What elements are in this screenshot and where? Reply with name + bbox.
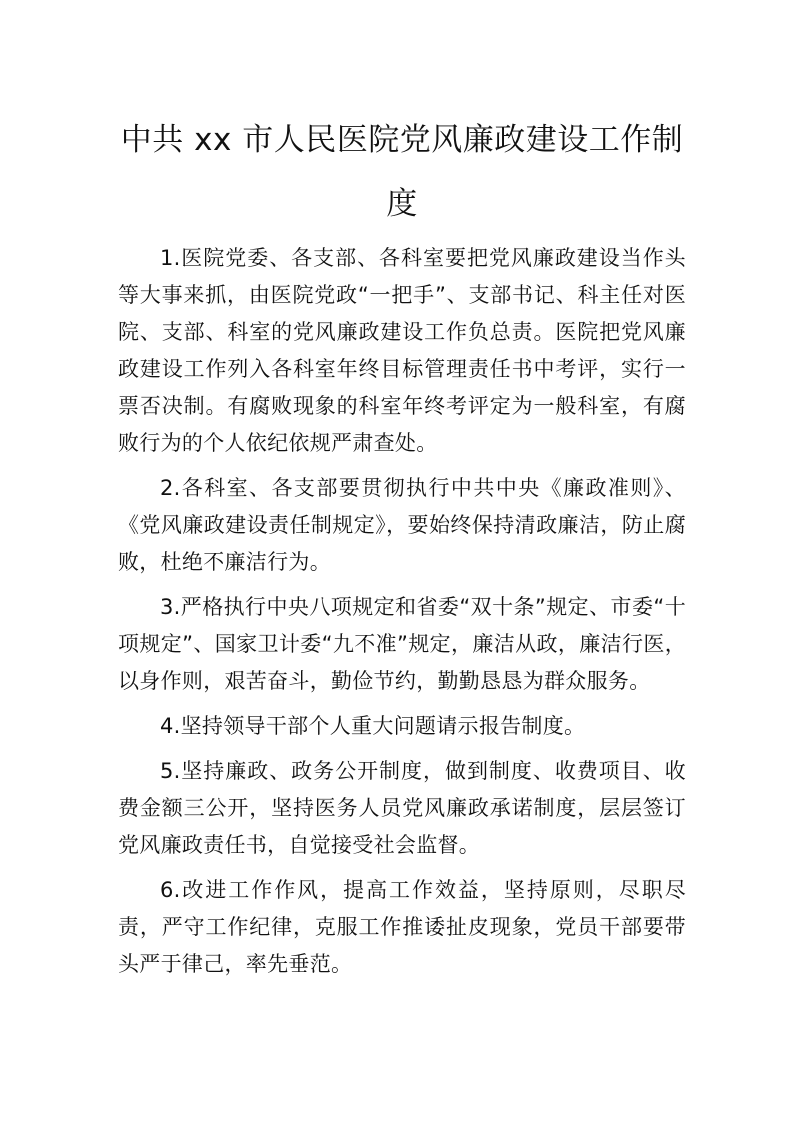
paragraph-2: 2.各科室、各支部要贯彻执行中共中央《廉政准则》、《党风廉政建设责任制规定》，要始终保持清政廉洁，防止腐败，杜绝不廉洁行为。: [118, 476, 686, 574]
document-title: 中共 xx 市人民医院党风廉政建设工作制度: [120, 122, 684, 222]
paragraph-6: 6.改进工作作风，提高工作效益，坚持原则，尽职尽责，严守工作纪律，克服工作推诿扯皮现象，党员干部要带头严于律己，率先垂范。: [118, 878, 686, 976]
paragraph-4: 4.坚持领导干部个人重大问题请示报告制度。: [160, 714, 586, 738]
paragraph-5: 5.坚持廉政、政务公开制度，做到制度、收费项目、收费金额三公开，坚持医务人员党风廉政承诺制度，层层签订党风廉政责任书，自觉接受社会监督。: [118, 759, 686, 857]
document-body: [118, 240, 686, 983]
paragraph-1: 1.医院党委、各支部、各科室要把党风廉政建设当作头等大事来抓，由医院党政“一把手”、支部书记、科主任对医院、支部、科室的党风廉政建设工作负总责。医院把党风廉政建设工作列入各科室年终目标管理责任书中考评，实行一票否决制。有腐败现象的科室年终考评定为一般科室，有腐败行为的个人依纪依规严肃查处。: [118, 246, 686, 455]
paragraph-3: 3.严格执行中央八项规定和省委“双十条”规定、市委“十项规定”、国家卫计委“九不准”规定，廉洁从政，廉洁行医，以身作则，艰苦奋斗，勤俭节约，勤勤恳恳为群众服务。: [118, 595, 686, 693]
